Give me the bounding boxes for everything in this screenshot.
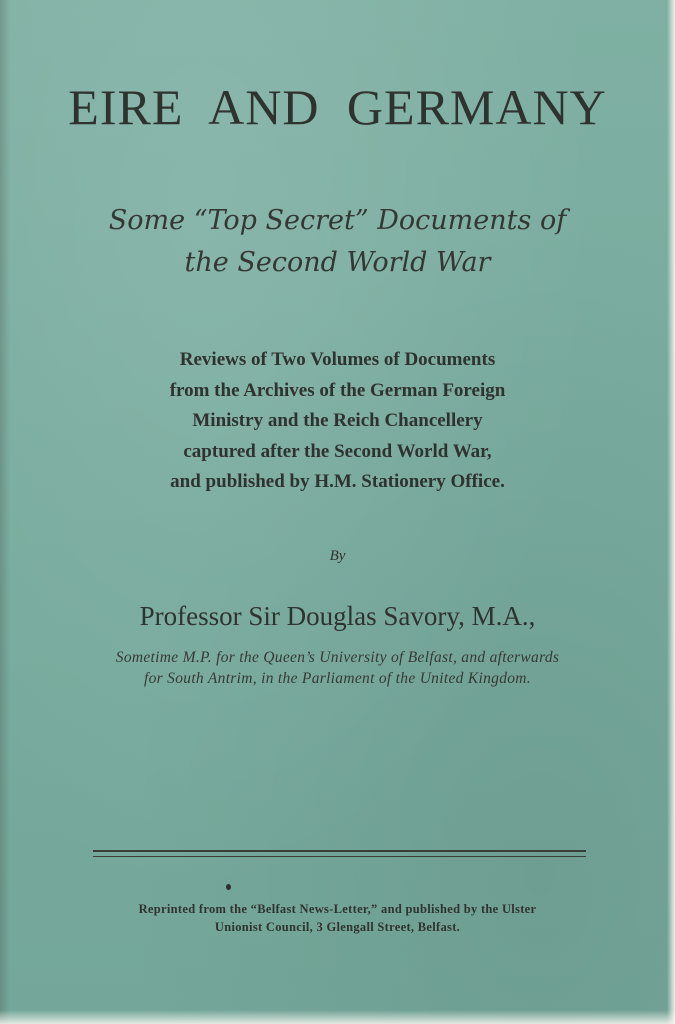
author-note-line-2: for South Antrim, in the Parliament of the United Kingdom.	[144, 670, 531, 687]
reprint-line-1: Reprinted from the “Belfast News-Letter,” and published by the Ulster	[138, 902, 537, 916]
worn-left-edge	[0, 0, 10, 1024]
reviews-description	[0, 345, 675, 498]
reviews-line: and published by H.M. Stationery Office.	[170, 471, 505, 492]
divider-rule-thick	[93, 850, 586, 852]
cover-title: EIRE AND GERMANY	[68, 79, 607, 135]
reprint-notice	[0, 900, 675, 936]
reviews-line: captured after the Second World War,	[183, 440, 492, 462]
worn-bottom-edge	[0, 1010, 675, 1024]
reviews-line: Reviews of Two Volumes of Documents	[179, 349, 496, 370]
by-label: By	[329, 548, 346, 564]
reprint-line-2: Unionist Council, 3 Glengall Street, Belfast.	[214, 920, 461, 934]
subtitle-line-2: the Second World War	[184, 247, 491, 278]
reviews-line: Ministry and the Reich Chancellery	[192, 410, 483, 431]
author-note	[0, 647, 675, 689]
worn-right-edge	[667, 0, 675, 1024]
divider-rule-thin	[93, 856, 586, 857]
cover-subtitle	[0, 200, 675, 284]
author-name: Professor Sir Douglas Savory, M.A.,	[139, 601, 536, 631]
reviews-line: from the Archives of the German Foreign	[169, 379, 506, 401]
ink-speck	[226, 884, 231, 890]
author-note-line-1: Sometime M.P. for the Queen’s University of Belfast, and afterwards	[115, 649, 560, 666]
subtitle-line-1: Some “Top Secret” Documents of	[108, 205, 567, 236]
